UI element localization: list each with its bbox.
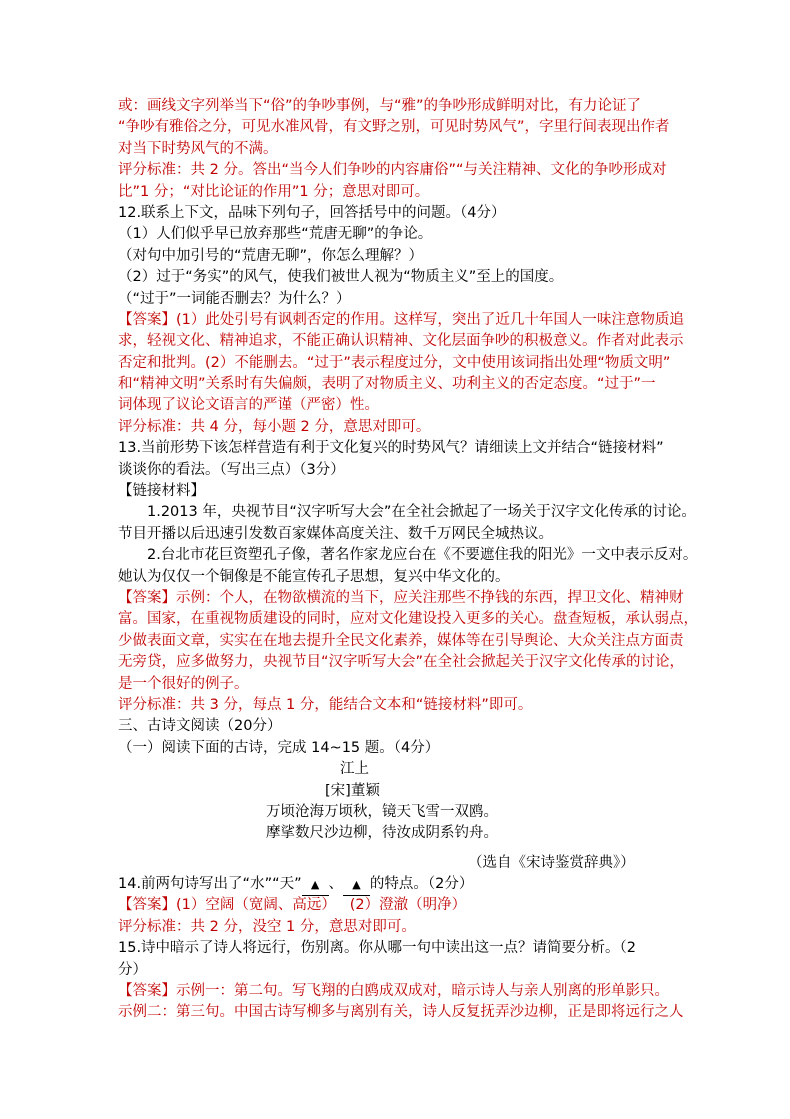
- poem-title: 江上: [340, 761, 369, 778]
- text-line: 否定和批判。(2）不能删去。“过于”表示程度过分，文中使用该词指出处理“物质文明”: [118, 354, 671, 371]
- text-line: （1）人们似乎早已放弃那些“荒唐无聊”的争论。: [118, 226, 433, 243]
- text-block: [118, 96, 698, 759]
- text-line: 评分标准：共 3 分，每点 1 分，能结合文本和“链接材料”即可。: [118, 696, 533, 713]
- poem-source: （选自《宋诗鉴赏辞典》）: [468, 854, 635, 871]
- q15-example-1: 【答案】示例一：第二句。写飞翔的白鸥成双成对，暗示诗人与亲人别离的形单影只。: [118, 983, 669, 1000]
- text-line: 求，轻视文化、精神追求，不能正确认识精神、文化层面争吵的积极意义。作者对此表示: [118, 333, 684, 350]
- text-line: 是一个很好的例子。: [118, 675, 249, 692]
- text-line: （“过于”一词能否删去？为什么？）: [118, 290, 351, 307]
- q14-blank-1: ▲: [302, 874, 329, 896]
- q14-grading: 评分标准：共 2 分，没空 1 分，意思对即可。: [118, 918, 416, 935]
- text-line: 【链接材料】: [118, 483, 205, 500]
- q15-line-1: 15.诗中暗示了诗人将远行，伤别离。你从哪一句中读出这一点？请简要分析。（2: [118, 940, 637, 957]
- text-line: 比”1 分；“对比论证的作用”1 分；意思对即可。: [118, 183, 430, 200]
- q14-blank-2: ▲: [343, 874, 370, 896]
- poem-line-2: 摩挲数尺沙边柳，待汝成阴系钓舟。: [266, 825, 498, 842]
- text-line: 【答案】(1）此处引号有讽刺否定的作用。这样写，突出了近几十年国人一味注意物质追: [118, 311, 684, 328]
- text-line: 谈谈你的看法。（写出三点）（3分）: [118, 461, 345, 478]
- q14-sep: 、: [328, 876, 344, 893]
- text-line: 对当下时势风气的不满。: [118, 140, 278, 157]
- text-line: 【答案】示例：个人，在物欲横流的当下，应关注那些不挣钱的东西，捍卫文化、精神财: [118, 589, 684, 606]
- question-14: [118, 874, 684, 895]
- text-line: 少做表面文章，实实在在地去提升全民文化素养，媒体等在引导舆论、大众关注点方面责: [118, 632, 684, 649]
- q14-prefix: 14.前两句诗写出了“水”“天”: [118, 876, 302, 893]
- text-line: 无旁贷，应多做努力，央视节目“汉字听写大会”在全社会掀起关于汉字文化传承的讨论，: [118, 654, 685, 671]
- text-line: “争吵有雅俗之分，可见水准风骨，有文野之别，可见时势风气”，字里行间表现出作者: [118, 119, 670, 136]
- poem-author: [宋]董颖: [325, 782, 380, 799]
- text-line: （一）阅读下面的古诗，完成 14~15 题。（4分）: [118, 739, 440, 756]
- q15-line-2: 分）: [118, 961, 147, 978]
- q14-answer: 【答案】(1）空阔（宽阔、高远） (2）澄澈（明净）: [118, 897, 467, 914]
- text-line: 和“精神文明”关系时有失偏颇，表明了对物质主义、功利主义的否定态度。“过于”一: [118, 376, 656, 393]
- text-line: 评分标准：共 4 分，每小题 2 分，意思对即可。: [118, 418, 431, 435]
- text-line: （对句中加引号的“荒唐无聊”，你怎么理解？）: [118, 247, 424, 264]
- text-line: 评分标准：共 2 分。答出“当今人们争吵的内容庸俗”“与关注精神、文化的争吵形成对: [118, 162, 667, 179]
- poem-line-1: 万顷沧海万顷秋，镜天飞雪一双鸥。: [266, 803, 498, 820]
- text-line: 词体现了议论文语言的严谨（严密）性。: [118, 397, 379, 414]
- text-line: 或：画线文字列举当下“俗”的争吵事例，与“雅”的争吵形成鲜明对比，有力论证了: [118, 98, 642, 114]
- q14-suffix: 的特点。（2分）: [369, 876, 474, 893]
- text-line: 2.台北市花巨资塑孔子像，著名作家龙应台在《不要遮住我的阳光》一文中表示反对。: [147, 547, 698, 564]
- text-line: 三、古诗文阅读（20分）: [118, 718, 282, 735]
- text-line: 她认为仅仅一个铜像是不能宣传孔子思想，复兴中华文化的。: [118, 568, 510, 585]
- text-line: 1.2013 年，央视节目“汉字听写大会”在全社会掀起了一场关于汉字文化传承的讨论。: [147, 504, 696, 521]
- text-line: 13.当前形势下该怎样营造有利于文化复兴的时势风气？请细读上文并结合“链接材料”: [118, 440, 664, 457]
- text-line: （2）过于“务实”的风气，使我们被世人视为“物质主义”至上的国度。: [118, 269, 564, 286]
- q15-example-2: 示例二：第三句。中国古诗写柳多与离别有关，诗人反复抚弄沙边柳，正是即将远行之人: [118, 1004, 684, 1021]
- text-line: 富。国家，在重视物质建设的同时，应对文化建设投入更多的关心。盘查短板，承认弱点，: [118, 611, 698, 628]
- text-line: 节目开播以后迅速引发数百家媒体高度关注、数千万网民全城热议。: [118, 525, 553, 542]
- document-page: [118, 96, 698, 1024]
- text-line: 12.联系上下文，品味下列句子，回答括号中的问题。（4分）: [118, 204, 506, 221]
